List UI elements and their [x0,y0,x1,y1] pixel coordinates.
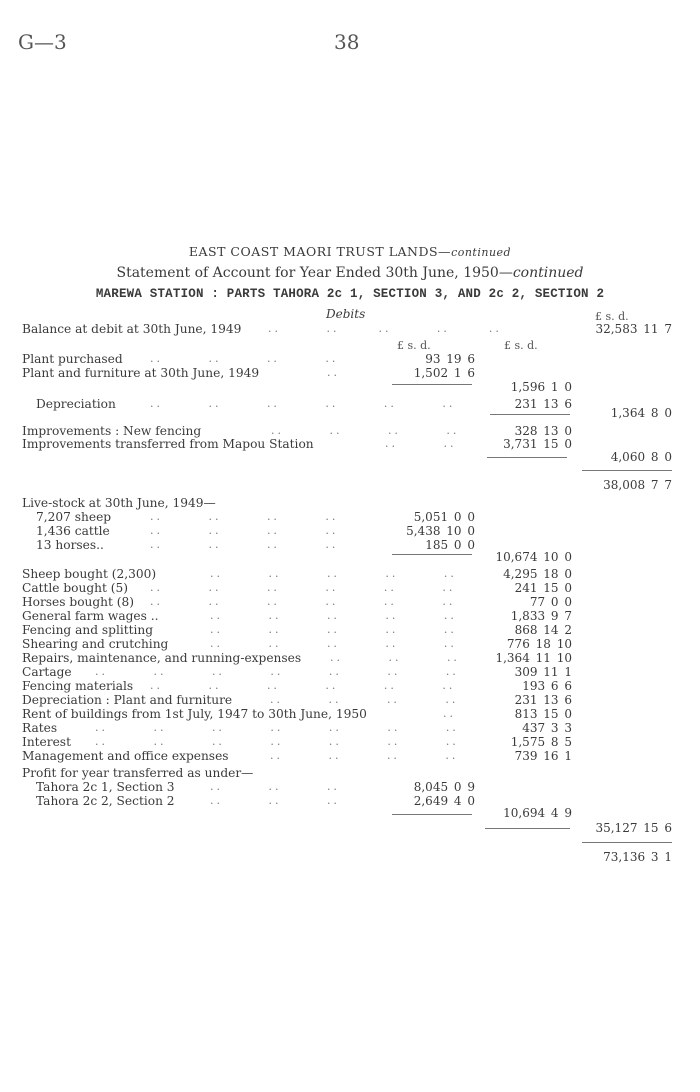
leader-dots: .. .. .. [210,780,340,793]
row-label: Shearing and crutching [22,637,169,651]
leader-dots: .. [443,707,456,720]
col3-header: £ s. d. [595,310,629,323]
leader-dots: .. .. .. .. .. .. .. [95,665,459,678]
amount: 1,833 9 7 [510,609,572,623]
row-shearing [0,637,700,651]
row-fencing-materials [0,679,700,693]
amount: 4,060 8 0 [610,450,672,464]
row-rates [0,721,700,735]
row-plant-net [0,406,700,420]
row-label: 7,207 sheep [36,510,112,524]
leader-dots: .. .. .. .. .. [210,567,457,580]
amount: 1,575 8 5 [510,735,572,749]
row-plant-furniture [0,366,700,380]
row-cattle [0,524,700,538]
leader-dots: .. .. .. .. [271,424,460,437]
row-label: Depreciation : Plant and furniture [22,693,233,707]
amount: 93 19 6 [425,352,475,366]
row-improvements-total [0,450,700,464]
leader-dots: .. .. .. [330,651,460,664]
row-grand-total [0,850,700,864]
amount: 5,438 10 0 [406,524,475,538]
row-improvements-fencing [0,424,700,438]
amount: 1,596 1 0 [510,380,572,394]
leader-dots: .. .. .. .. .. .. .. [95,721,459,734]
leader-dots: .. .. .. .. .. .. [150,595,456,608]
row-farm-wages [0,609,700,623]
row-repairs [0,651,700,665]
amount: 1,364 11 10 [495,651,572,665]
amount: 4,295 18 0 [503,567,572,581]
row-label: Rates [22,721,58,735]
row-management [0,749,700,763]
col1-header: £ s. d. [397,339,431,352]
row-label: Horses bought (8) [22,595,135,609]
row-label: 1,436 cattle [36,524,110,538]
col2-header: £ s. d. [504,339,538,352]
amount: 2,649 4 0 [413,794,475,808]
amount: 776 18 10 [506,637,572,651]
amount: 10,674 10 0 [495,550,572,564]
leader-dots: .. .. .. .. .. [268,322,502,335]
amount: 1,502 1 6 [413,366,475,380]
leader-dots: .. .. [385,437,457,450]
amount: 5,051 0 0 [413,510,475,524]
leader-dots: .. .. .. .. .. [210,623,457,636]
row-label: General farm wages .. [22,609,159,623]
row-rent [0,707,700,721]
page-code: G—3 [18,30,67,54]
amount: 10,694 4 9 [503,806,572,820]
row-plant-total [0,380,700,394]
row-label: Fencing materials [22,679,134,693]
row-label: Interest [22,735,71,749]
row-label: Profit for year transferred as under— [22,766,254,780]
amount: 35,127 15 6 [595,821,672,835]
row-plant-purchased [0,352,700,366]
row-label: 13 horses.. [36,538,104,552]
heading-line2: Statement of Account for Year Ended 30th June, 1950—continued [116,265,584,281]
amount: 241 15 0 [514,581,572,595]
leader-dots: .. .. .. .. .. .. [150,679,456,692]
leader-dots: .. [327,366,340,379]
row-label: Improvements : New fencing [22,424,202,438]
row-label: Repairs, maintenance, and running-expenses [22,651,302,665]
amount: 231 13 6 [514,693,572,707]
row-profit-total [0,806,700,820]
leader-dots: .. .. .. .. .. [210,637,457,650]
leader-dots: .. .. .. .. [150,524,339,537]
amount: 309 11 1 [514,665,572,679]
amount: 813 15 0 [514,707,572,721]
amount: 868 14 2 [514,623,572,637]
amount: 185 0 0 [425,538,475,552]
amount: 3,731 15 0 [503,437,572,451]
leader-dots: .. .. .. .. .. [210,609,457,622]
row-label: Fencing and splitting [22,623,154,637]
rule [582,470,672,471]
amount: 8,045 0 9 [413,780,475,794]
amount: 231 13 6 [514,397,572,411]
amount: 739 16 1 [514,749,572,763]
rule [582,842,672,843]
row-label: Rent of buildings from 1st July, 1947 to 30th June, 1950 [22,707,367,721]
row-label: Tahora 2c 1, Section 3 [36,780,175,794]
row-livestock-head [0,496,700,510]
leader-dots: .. .. .. .. .. .. [150,581,456,594]
row-interest [0,735,700,749]
row-balance [0,322,700,336]
amount: 1,364 8 0 [610,406,672,420]
amount: 437 3 3 [522,721,572,735]
row-fencing-splitting [0,623,700,637]
row-horses-bought [0,595,700,609]
row-label: Cattle bought (5) [22,581,129,595]
debits-label: Debits [326,307,366,321]
amount: 193 6 6 [522,679,572,693]
leader-dots: .. .. .. .. [270,749,459,762]
row-livestock-total [0,550,700,564]
row-expenses-total [0,821,700,835]
row-improvements-mapou [0,437,700,451]
heading-line3: MAREWA STATION : PARTS TAHORA 2c 1, SECTION 3, AND 2c 2, SECTION 2 [95,287,605,301]
row-label: Live-stock at 30th June, 1949— [22,496,216,510]
amount: 38,008 7 7 [603,478,672,492]
row-label: Plant purchased [22,352,123,366]
row-label: Depreciation [36,397,116,411]
amount: 32,583 11 7 [595,322,672,336]
row-sheep [0,510,700,524]
page-number: 38 [334,30,360,54]
row-label: Cartage [22,665,72,679]
leader-dots: .. .. .. [210,794,340,807]
row-label: Sheep bought (2,300) [22,567,157,581]
row-cartage [0,665,700,679]
row-subtotal1 [0,478,700,492]
leader-dots: .. .. .. .. .. .. [150,397,456,410]
leader-dots: .. .. .. .. .. .. .. [95,735,459,748]
row-label: Improvements transferred from Mapou Station [22,437,314,451]
row-label: Plant and furniture at 30th June, 1949 [22,366,260,380]
leader-dots: .. .. .. .. [150,510,339,523]
row-label: Tahora 2c 2, Section 2 [36,794,175,808]
leader-dots: .. .. .. .. [270,693,459,706]
leader-dots: .. .. .. .. [150,538,339,551]
row-label: Management and office expenses [22,749,229,763]
amount: 328 13 0 [514,424,572,438]
row-cattle-bought [0,581,700,595]
row-label: Balance at debit at 30th June, 1949 [22,322,242,336]
amount: 77 0 0 [529,595,572,609]
heading-line1: EAST COAST MAORI TRUST LANDS—continued [188,244,512,259]
leader-dots: .. .. .. .. [150,352,339,365]
amount: 73,136 3 1 [603,850,672,864]
row-sheep-bought [0,567,700,581]
row-profit-head [0,766,700,780]
row-depreciation-plant [0,693,700,707]
row-tahora-2c1 [0,780,700,794]
